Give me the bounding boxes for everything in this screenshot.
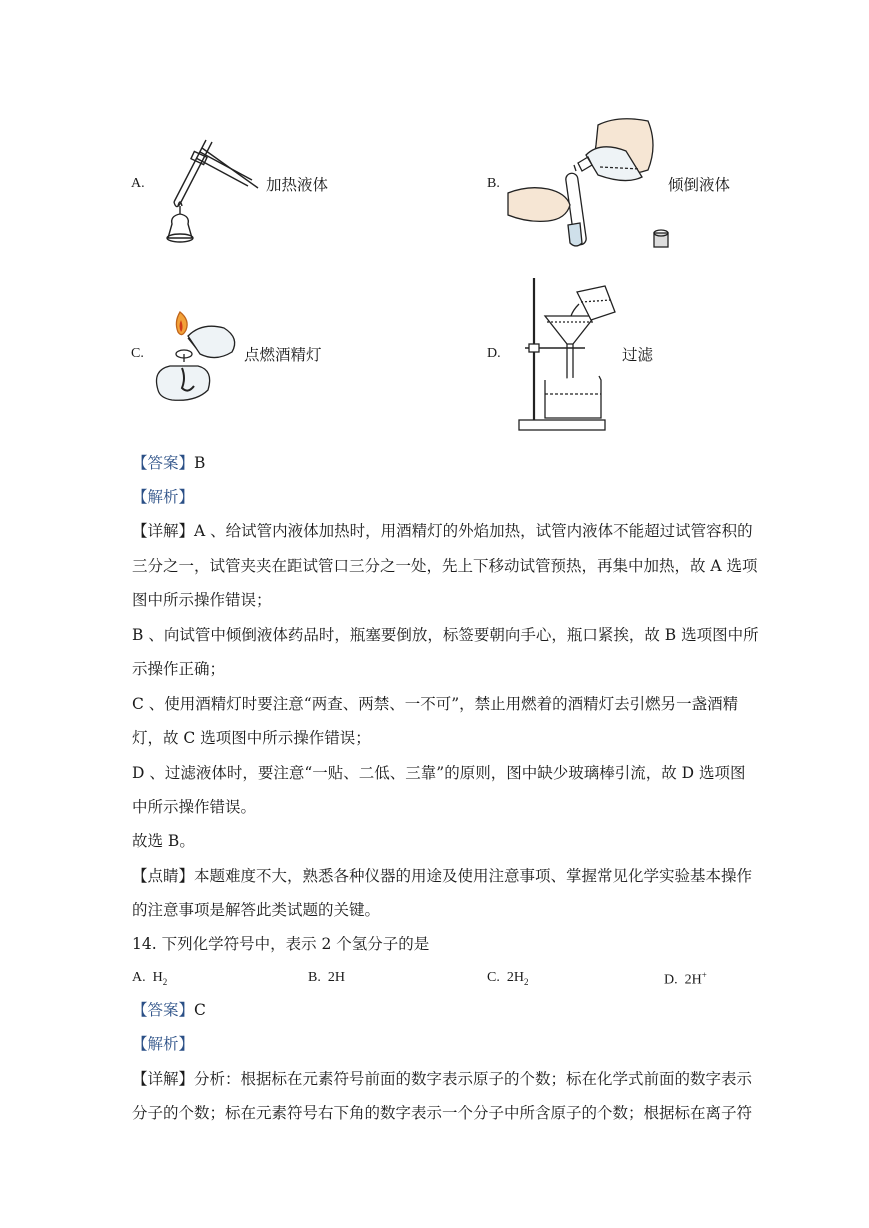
answer-value: B xyxy=(194,454,206,472)
formula: 2H xyxy=(506,970,524,985)
q14-detail-line-2: 分子的个数；标在元素符号右下角的数字表示一个分子中所含原子的个数；根据标在离子符 xyxy=(132,1104,753,1122)
q13-tip-line-1 xyxy=(132,866,753,886)
q13-tip-line-2: 的注意事项是解答此类试题的关键。 xyxy=(132,901,381,919)
formula-sup: + xyxy=(701,970,707,980)
option-d-letter: D. xyxy=(487,346,501,361)
analysis-tag: 【解析】 xyxy=(132,1035,195,1053)
formula: 2H xyxy=(684,972,702,988)
lighting-alcohol-lamp-illustration xyxy=(152,308,242,404)
q14-analysis-heading xyxy=(132,1034,742,1054)
q13-analysis-heading xyxy=(132,487,742,507)
q14-detail-line-1 xyxy=(132,1069,753,1089)
heating-liquid-illustration xyxy=(158,128,263,246)
detail-text: A 、给试管内液体加热时，用酒精灯的外焰加热，试管内液体不能超过试管容积的 xyxy=(194,522,753,540)
option-a-caption: 加热液体 xyxy=(266,176,329,194)
option-a-letter: A. xyxy=(131,176,145,191)
q14-choice-d xyxy=(664,970,707,989)
pouring-liquid-illustration xyxy=(508,115,668,255)
option-c-letter: C. xyxy=(131,346,144,361)
option-d-caption: 过滤 xyxy=(622,346,654,364)
tip-text: 本题难度不大，熟悉各种仪器的用途及使用注意事项、掌握常见化学实验基本操作 xyxy=(194,867,753,885)
answer-value: C xyxy=(194,1001,206,1019)
filtration-illustration xyxy=(515,276,625,432)
q13-detail-line-2: 三分之一，试管夹夹在距试管口三分之一处，先上下移动试管预热，再集中加热，故 A 选项 xyxy=(132,557,758,575)
q14-choice-b xyxy=(308,970,345,986)
tip-tag: 【点睛】 xyxy=(132,867,195,885)
choice-label: B. xyxy=(308,970,321,985)
q14-stem: 14. 下列化学符号中，表示 2 个氢分子的是 xyxy=(132,935,430,953)
choice-label: D. xyxy=(664,972,678,988)
q13-detail-line-3: 图中所示操作错误； xyxy=(132,591,272,609)
q13-answer xyxy=(132,453,742,473)
q13-detail-line-6: C 、使用酒精灯时要注意“两查、两禁、一不可”，禁止用燃着的酒精灯去引燃另一盏酒精 xyxy=(132,695,739,713)
answer-tag: 【答案】 xyxy=(132,454,195,472)
analysis-tag: 【解析】 xyxy=(132,488,195,506)
option-c-caption: 点燃酒精灯 xyxy=(244,346,322,364)
formula: H xyxy=(152,970,163,985)
q14-choice-a xyxy=(132,970,167,987)
formula-sub: 2 xyxy=(523,976,529,987)
detail-text: 分析：根据标在元素符号前面的数字表示原子的个数；标在化学式前面的数字表示 xyxy=(194,1070,753,1088)
detail-tag: 【详解】 xyxy=(132,522,195,540)
formula-sub: 2 xyxy=(162,976,168,987)
q13-detail-line-8: D 、过滤液体时，要注意“一贴、二低、三靠”的原则，图中缺少玻璃棒引流，故 D 选项图 xyxy=(132,764,746,782)
q13-detail-line-9: 中所示操作错误。 xyxy=(132,798,257,816)
q14-answer xyxy=(132,1000,742,1020)
option-b-letter: B. xyxy=(487,176,500,191)
option-b-caption: 倾倒液体 xyxy=(668,176,731,194)
q13-detail-line-4: B 、向试管中倾倒液体药品时，瓶塞要倒放，标签要朝向手心，瓶口紧挨，故 B 选项图中所 xyxy=(132,626,759,644)
choice-label: A. xyxy=(132,970,146,985)
q13-detail-line-1 xyxy=(132,521,753,541)
choice-label: C. xyxy=(487,970,500,985)
q13-detail-line-5: 示操作正确； xyxy=(132,660,226,678)
answer-tag: 【答案】 xyxy=(132,1001,195,1019)
q14-choice-c xyxy=(487,970,528,987)
q13-conclusion: 故选 B。 xyxy=(132,832,195,850)
formula: 2H xyxy=(327,970,345,985)
detail-tag: 【详解】 xyxy=(132,1070,195,1088)
q13-detail-line-7: 灯，故 C 选项图中所示操作错误； xyxy=(132,729,371,747)
